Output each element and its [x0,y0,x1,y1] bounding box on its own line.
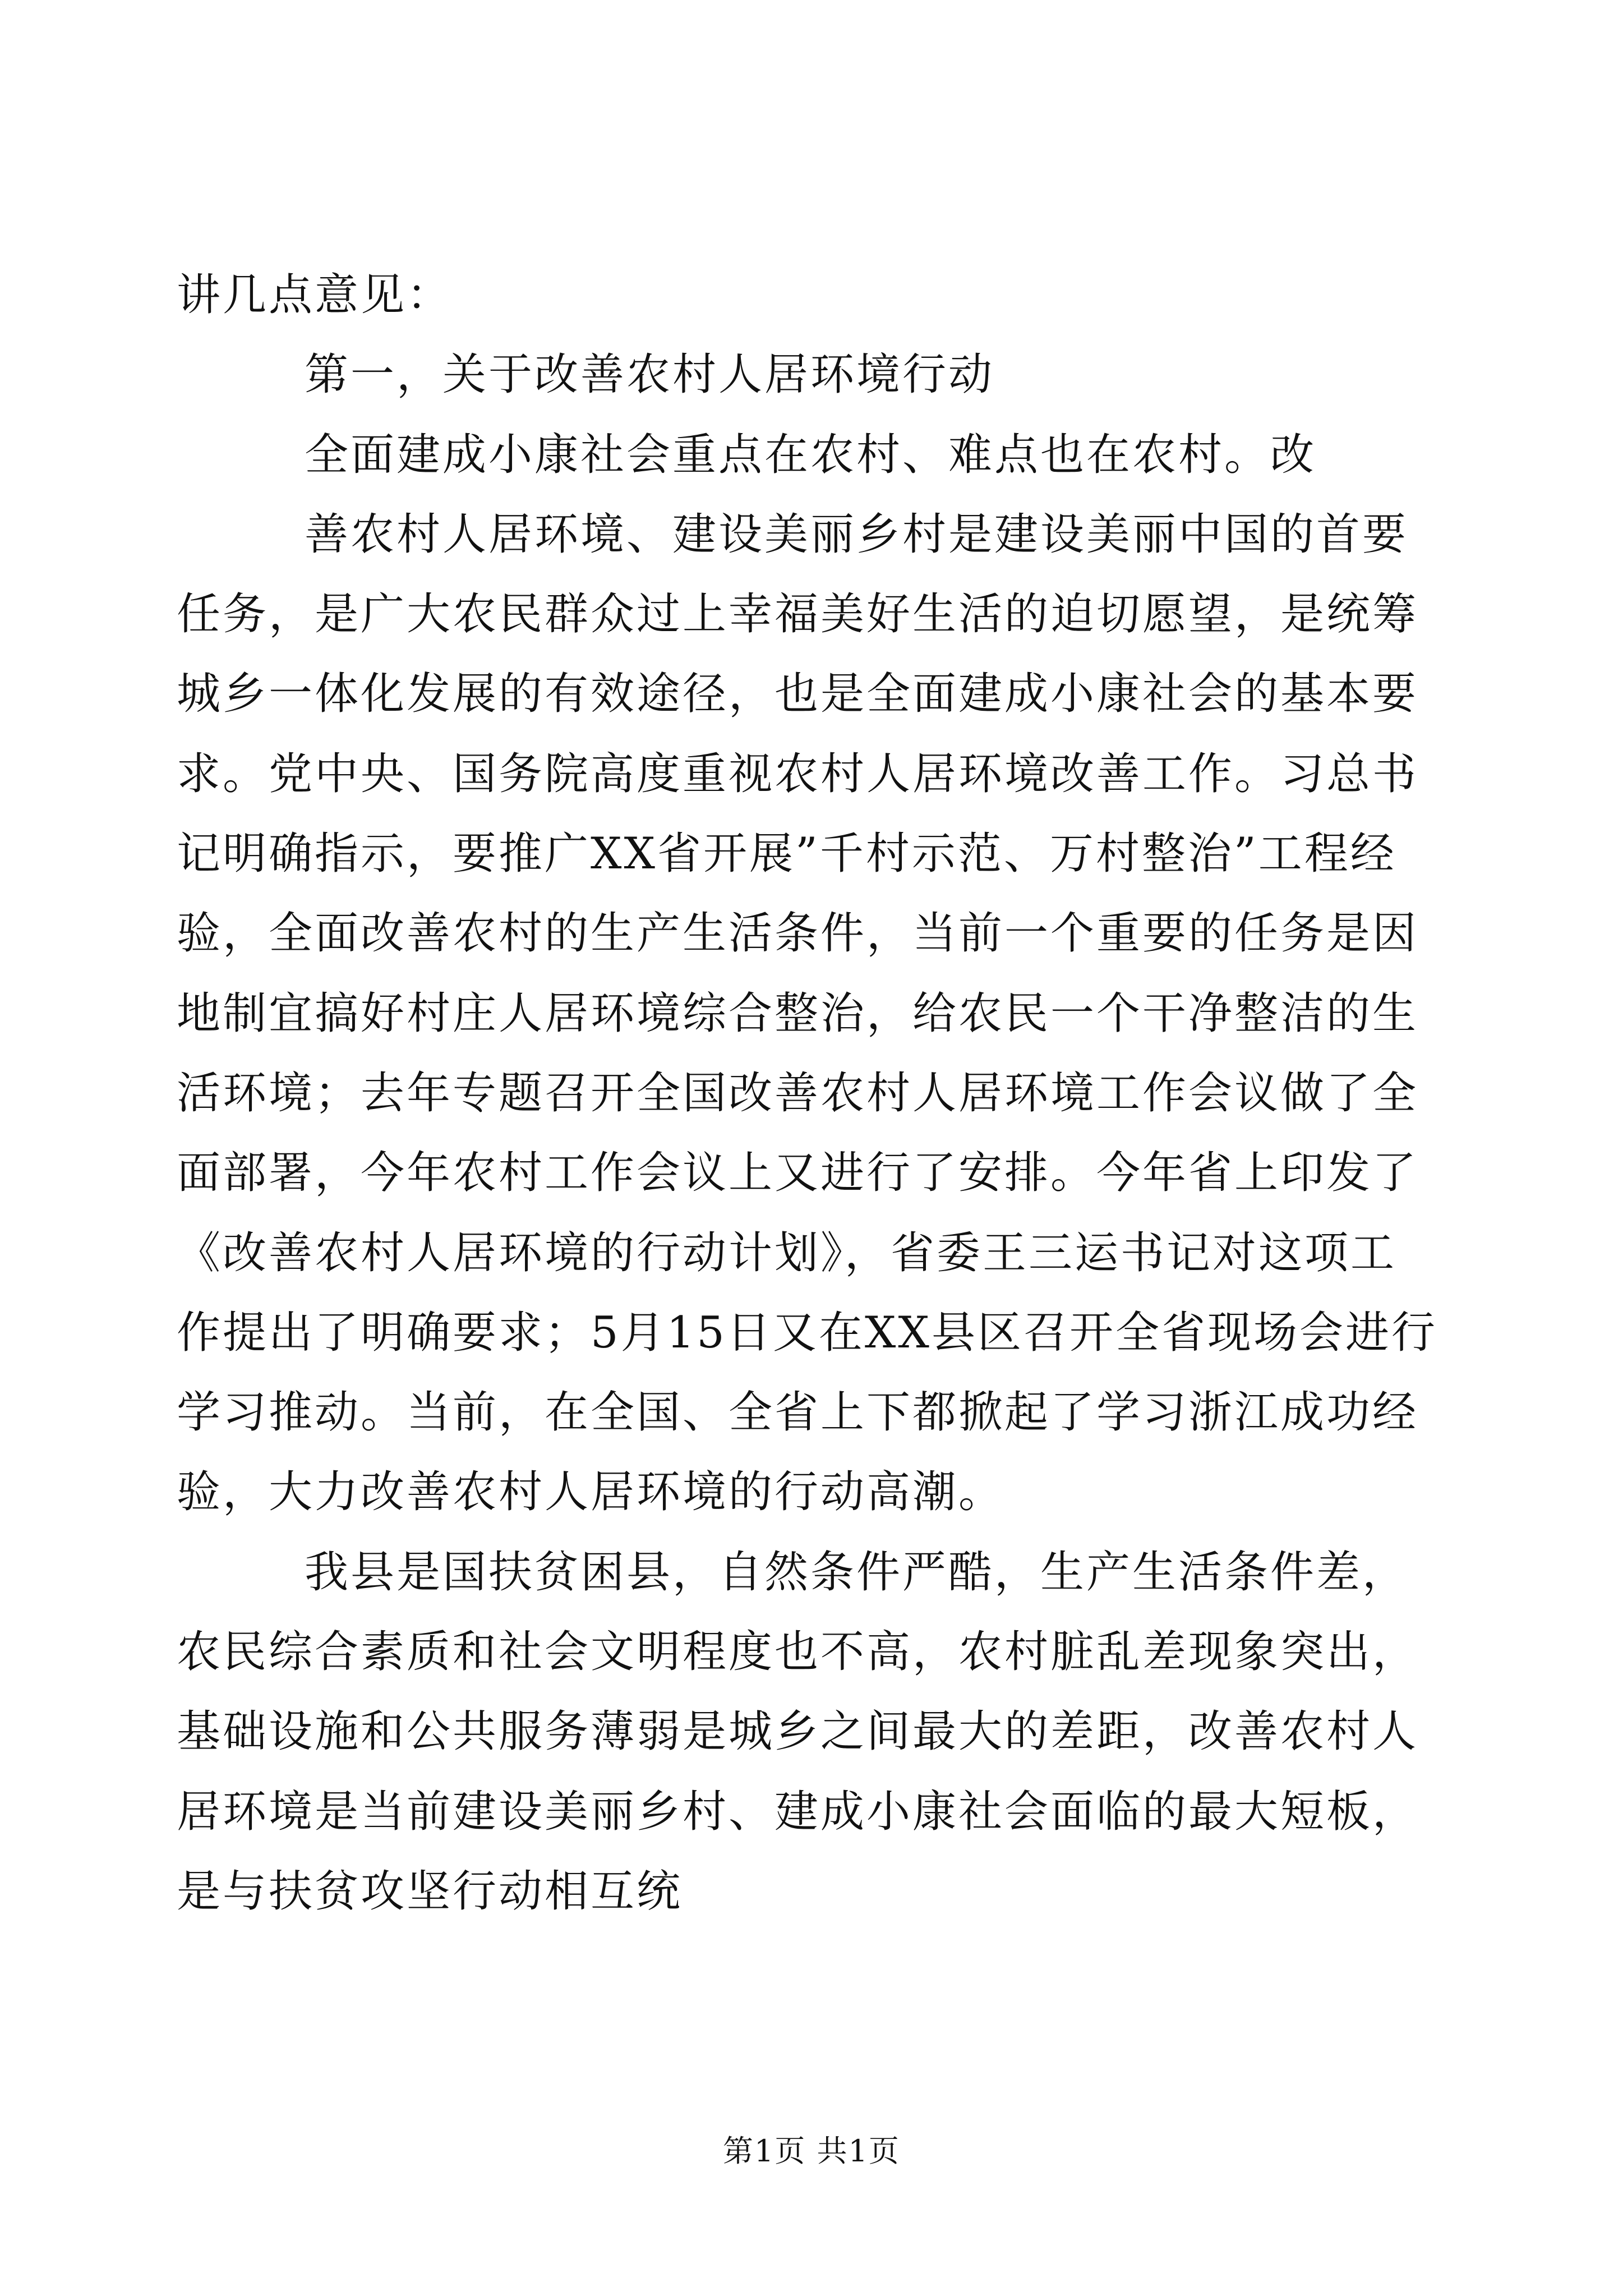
paragraph-3: 我县是国扶贫困县，自然条件严酷，生产生活条件差，农民综合素质和社会文明程度也不高，农村脏乱差现象突出，基础设施和公共服务薄弱是城乡之间最大的差距，改善农村人居环境是当前建设美丽乡村、建成小康社会面临的最大短板，是与扶贫攻坚行动相互统 [177,1547,1419,1917]
page-footer: 第1页 共1页 [723,2133,900,2169]
paragraph-2: 善农村人居环境、建设美丽乡村是建设美丽中国的首要任务，是广大农民群众过上幸福美好生活的迫切愿望，是统筹城乡一体化发展的有效途径，也是全面建成小康社会的基本要求。党中央、国务院高度重视农村人居环境改善工作。习总书记明确指示，要推广XX省开展”千村示范、万村整治”工程经验，全面改善农村的生产生活条件，当前一个重要的任务是因地制宜搞好村庄人居环境综合整治，给农民一个干净整洁的生活环境；去年专题召开全国改善农村人居环境工作会议做了全面部署，今年农村工作会议上又进行了安排。今年省上印发了《改善农村人居环境的行动计划》，省委王三运书记对这项工作提出了明确要求；5月15日又在XX县区召开全省现场会进行学习推动。当前，在全国、全省上下都掀起了学习浙江成功经验，大力改善农村人居环境的行动高潮。 [177,509,1437,1518]
paragraph-1: 全面建成小康社会重点在农村、难点也在农村。改 [305,429,1317,480]
document-body [177,255,1438,1931]
paragraph-intro: 讲几点意见： [177,270,453,320]
paragraph-section-heading: 第一，关于改善农村人居环境行动 [305,349,995,401]
